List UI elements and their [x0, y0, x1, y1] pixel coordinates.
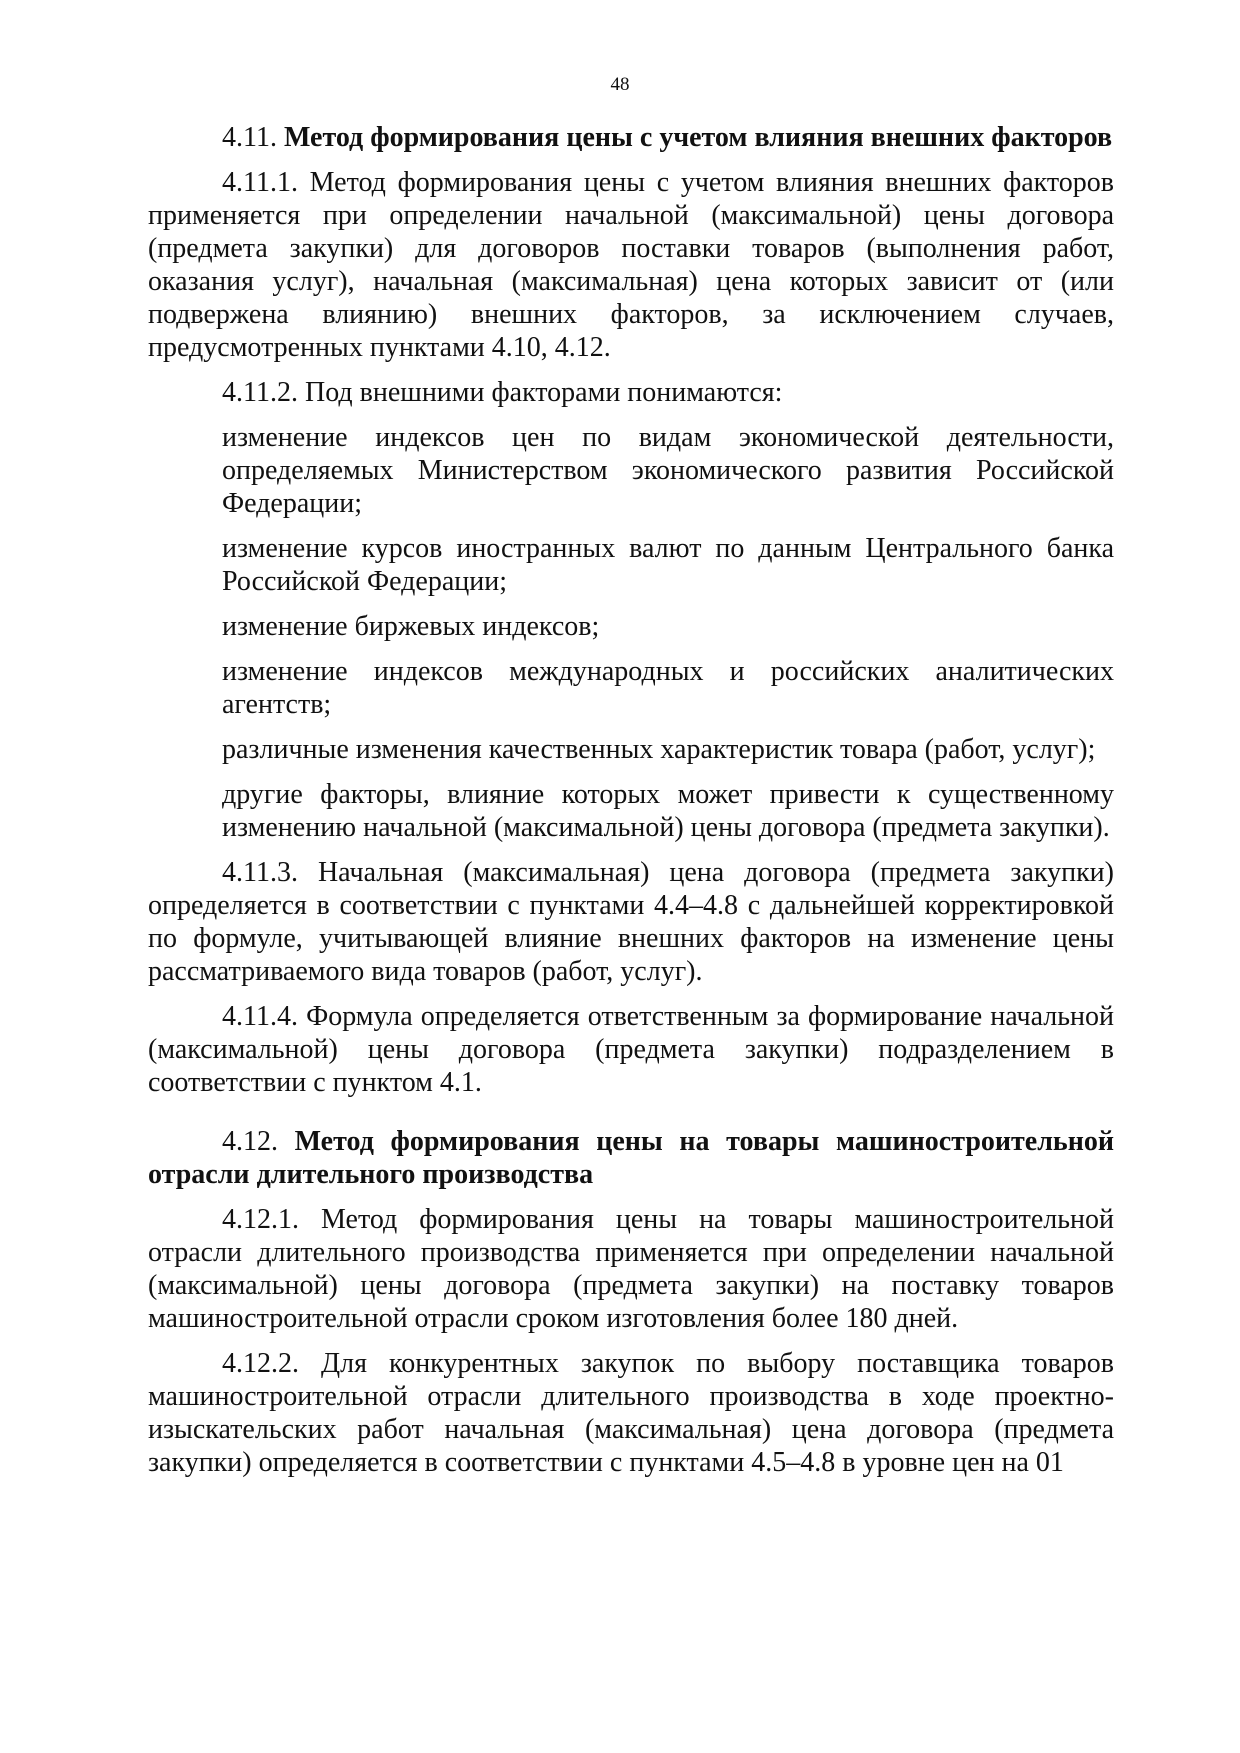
- paragraph-text: Метод формирования цены на товары машиностроительной отрасли длительного производства применяется при определении начальной (максимальной) цены договора (предмета закупки) на поставку товаров машиностроительной отрасли сроком изготовления более 180 дней.: [148, 1204, 1115, 1334]
- paragraph-number: 4.11.1.: [222, 167, 298, 198]
- paragraph-number: 4.11.3.: [222, 857, 298, 888]
- paragraph-4-11-3: [148, 856, 1114, 988]
- section-title: Метод формирования цены на товары машиностроительной отрасли длительного производства: [148, 1126, 1114, 1190]
- paragraph-4-12-1: [148, 1203, 1114, 1335]
- document-body: [148, 121, 1114, 1491]
- paragraph-4-11-2: [148, 376, 1114, 409]
- paragraph-number: 4.12.2.: [222, 1348, 299, 1379]
- list-item: изменение биржевых индексов;: [222, 611, 600, 642]
- paragraph-4-11-1: [148, 166, 1114, 364]
- list-item: изменение индексов цен по видам экономической деятельности, определяемых Министерством экономического развития Российской Федерации;: [222, 422, 1114, 519]
- list-item: различные изменения качественных характеристик товара (работ, услуг);: [222, 734, 1096, 765]
- section-heading-4-12: [148, 1125, 1114, 1191]
- section-number: 4.12.: [222, 1126, 278, 1157]
- list-item: другие факторы, влияние которых может привести к существенному изменению начальной (максимальной) цены договора (предмета закупки).: [222, 779, 1114, 843]
- paragraph-text: Под внешними факторами понимаются:: [304, 377, 783, 408]
- page-number: 48: [610, 74, 630, 95]
- paragraph-text: Метод формирования цены с учетом влияния внешних факторов применяется при определении начальной (максимальной) цены договора (предмета закупки) для договоров поставки товаров (выполнения работ, оказания услуг), начальная (максимальная) цена которых зависит от (или подвержена влиянию) внешних факторов, за исключением случаев, предусмотренных пунктами 4.10, 4.12.: [148, 167, 1114, 363]
- paragraph-text: Начальная (максимальная) цена договора (предмета закупки) определяется в соответствии с пунктами 4.4–4.8 с дальнейшей корректировкой по формуле, учитывающей влияние внешних факторов на изменение цены рассматриваемого вида товаров (работ, услуг).: [148, 857, 1114, 987]
- paragraph-number: 4.12.1.: [222, 1204, 299, 1235]
- paragraph-4-11-4: [148, 1000, 1114, 1099]
- paragraph-text: Для конкурентных закупок по выбору поставщика товаров машиностроительной отрасли длительного производства в ходе проектно-изыскательских работ начальная (максимальная) цена договора (предмета закупки) определяется в соответствии с пунктами 4.5–4.8 в уровне цен на 01: [148, 1348, 1114, 1478]
- paragraph-4-12-2: [148, 1347, 1114, 1479]
- section-title: Метод формирования цены с учетом влияния внешних факторов: [283, 122, 1113, 153]
- section-number: 4.11.: [222, 122, 277, 153]
- list-item: изменение курсов иностранных валют по данным Центрального банка Российской Федерации;: [222, 533, 1114, 597]
- paragraph-text: Формула определяется ответственным за формирование начальной (максимальной) цены договора (предмета закупки) подразделением в соответствии с пунктом 4.1.: [148, 1001, 1115, 1098]
- section-heading-4-11: [148, 121, 1114, 154]
- paragraph-number: 4.11.2.: [222, 377, 298, 408]
- list-item: изменение индексов международных и российских аналитических агентств;: [222, 656, 1114, 720]
- paragraph-number: 4.11.4.: [222, 1001, 298, 1032]
